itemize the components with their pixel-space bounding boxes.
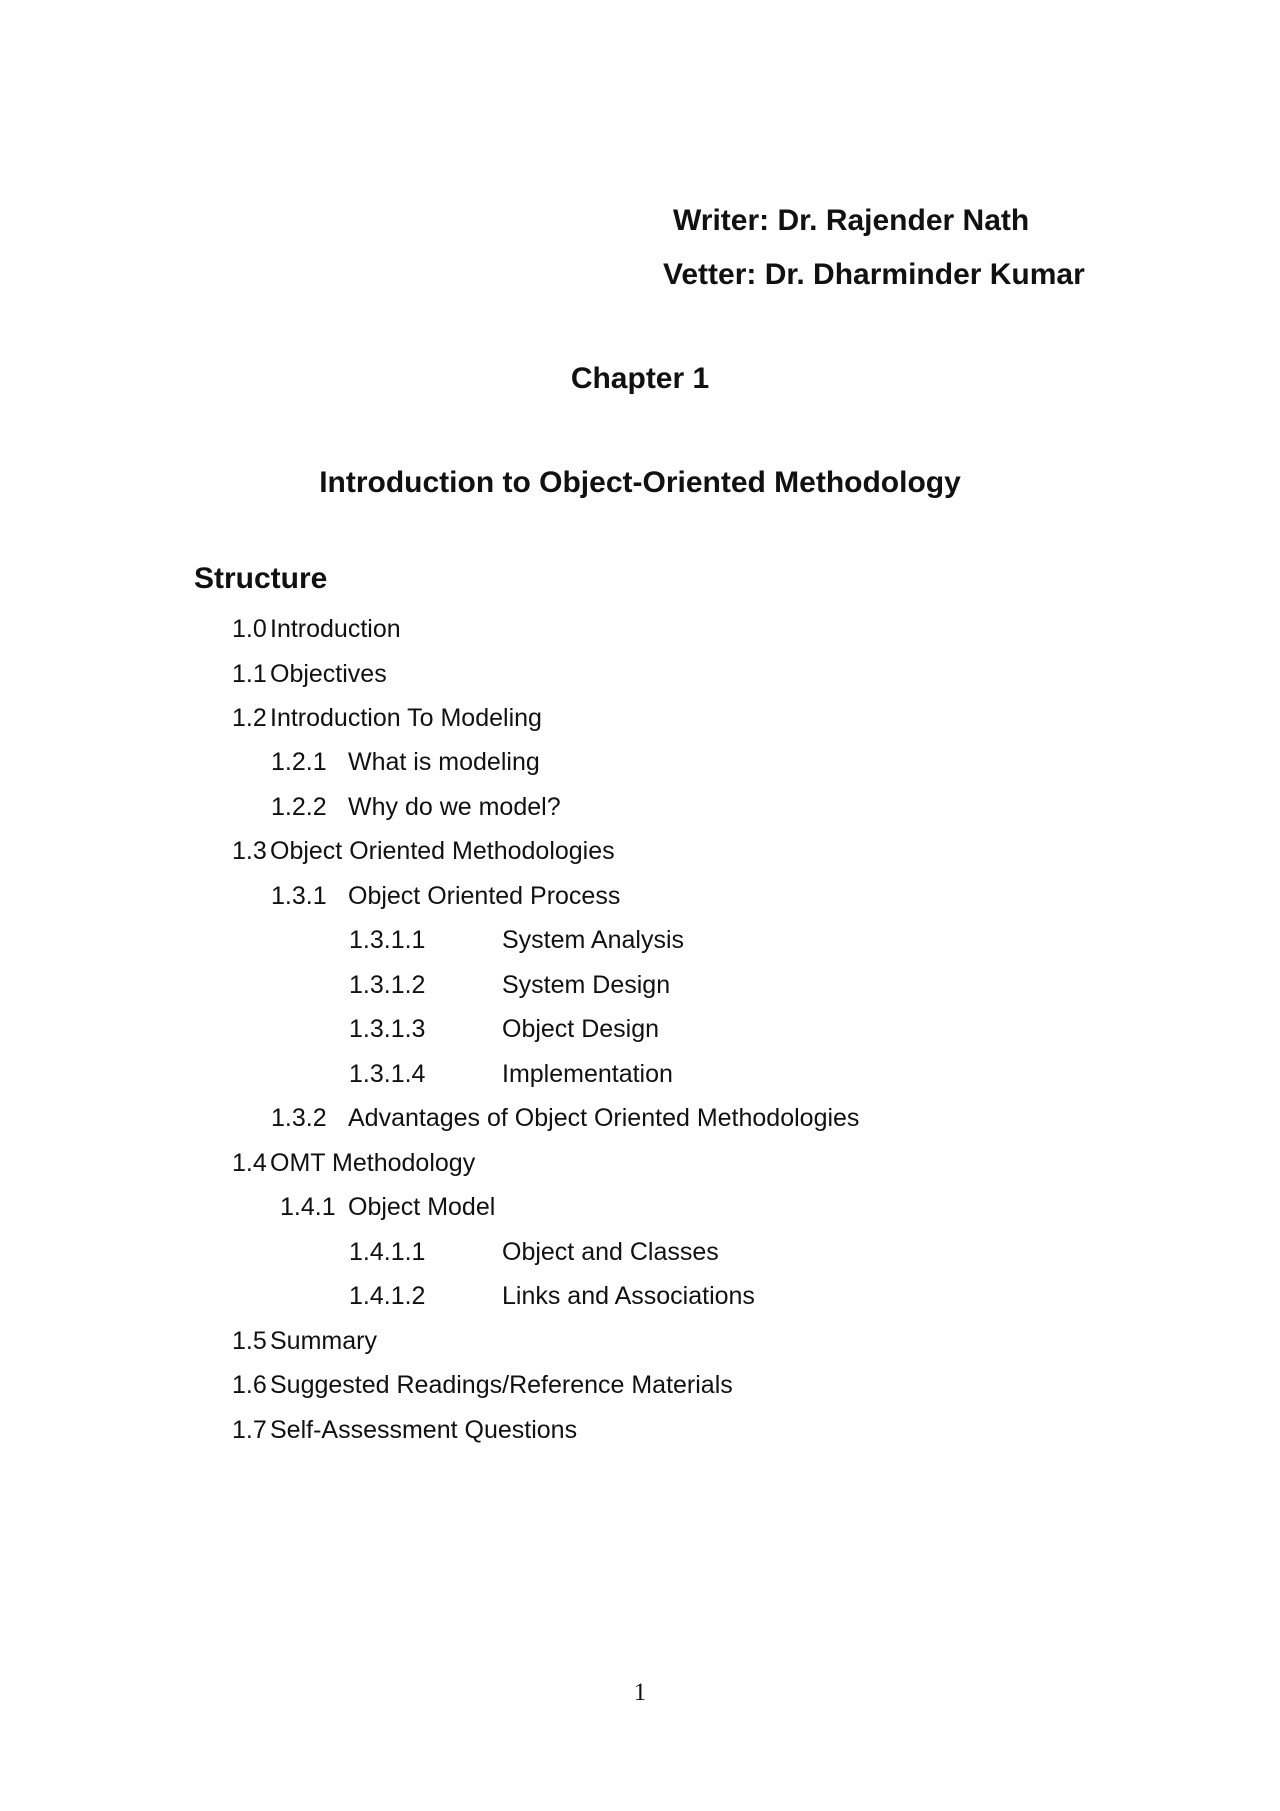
toc-label: Object Design (502, 1015, 660, 1043)
toc-number: 1.2.1 (271, 748, 327, 776)
toc-number: 1.6 (232, 1371, 267, 1399)
toc-number: 1.4.1 (280, 1193, 336, 1221)
toc-label: Object Oriented Methodologies (270, 837, 615, 865)
toc-label: Summary (270, 1327, 377, 1355)
toc-number: 1.3.1 (271, 882, 327, 910)
toc-number: 1.3.1.1 (349, 926, 426, 954)
toc-label: Advantages of Object Oriented Methodologies (348, 1104, 860, 1132)
toc-number: 1.5 (232, 1327, 267, 1355)
toc-label: Links and Associations (502, 1282, 755, 1310)
page-title: Introduction to Object-Oriented Methodology (319, 466, 961, 499)
toc-label: OMT Methodology (270, 1149, 476, 1177)
toc-number: 1.3.1.3 (349, 1015, 426, 1043)
toc-number: 1.3.1.4 (349, 1060, 426, 1088)
toc-label: Objectives (270, 660, 387, 688)
page-number: 1 (633, 1679, 647, 1706)
toc-number: 1.1 (232, 660, 267, 688)
toc-number: 1.3.1.2 (349, 971, 426, 999)
toc-label: Suggested Readings/Reference Materials (270, 1371, 733, 1399)
structure-heading: Structure (194, 562, 328, 595)
toc-number: 1.2 (232, 704, 267, 732)
toc-number: 1.4.1.1 (349, 1238, 426, 1266)
toc-number: 1.7 (232, 1416, 267, 1444)
toc-label: Object Oriented Process (348, 882, 621, 910)
toc-number: 1.3 (232, 837, 267, 865)
toc-label: Implementation (502, 1060, 673, 1088)
toc-label: Self-Assessment Questions (270, 1416, 578, 1444)
toc-label: System Analysis (502, 926, 685, 954)
toc-number: 1.2.2 (271, 793, 327, 821)
toc-label: System Design (502, 971, 671, 999)
toc-label: Object Model (348, 1193, 496, 1221)
toc-label: Introduction To Modeling (270, 704, 542, 732)
writer-credit: Writer: Dr. Rajender Nath (673, 204, 1030, 237)
toc-number: 1.4.1.2 (349, 1282, 426, 1310)
toc-label: Object and Classes (502, 1238, 719, 1266)
toc-number: 1.3.2 (271, 1104, 327, 1132)
vetter-credit: Vetter: Dr. Dharminder Kumar (663, 258, 1085, 291)
toc-number: 1.0 (232, 615, 267, 643)
chapter-heading: Chapter 1 (570, 362, 710, 395)
toc-number: 1.4 (232, 1149, 267, 1177)
toc-label: Why do we model? (348, 793, 561, 821)
toc-label: What is modeling (348, 748, 540, 776)
toc-label: Introduction (270, 615, 401, 643)
